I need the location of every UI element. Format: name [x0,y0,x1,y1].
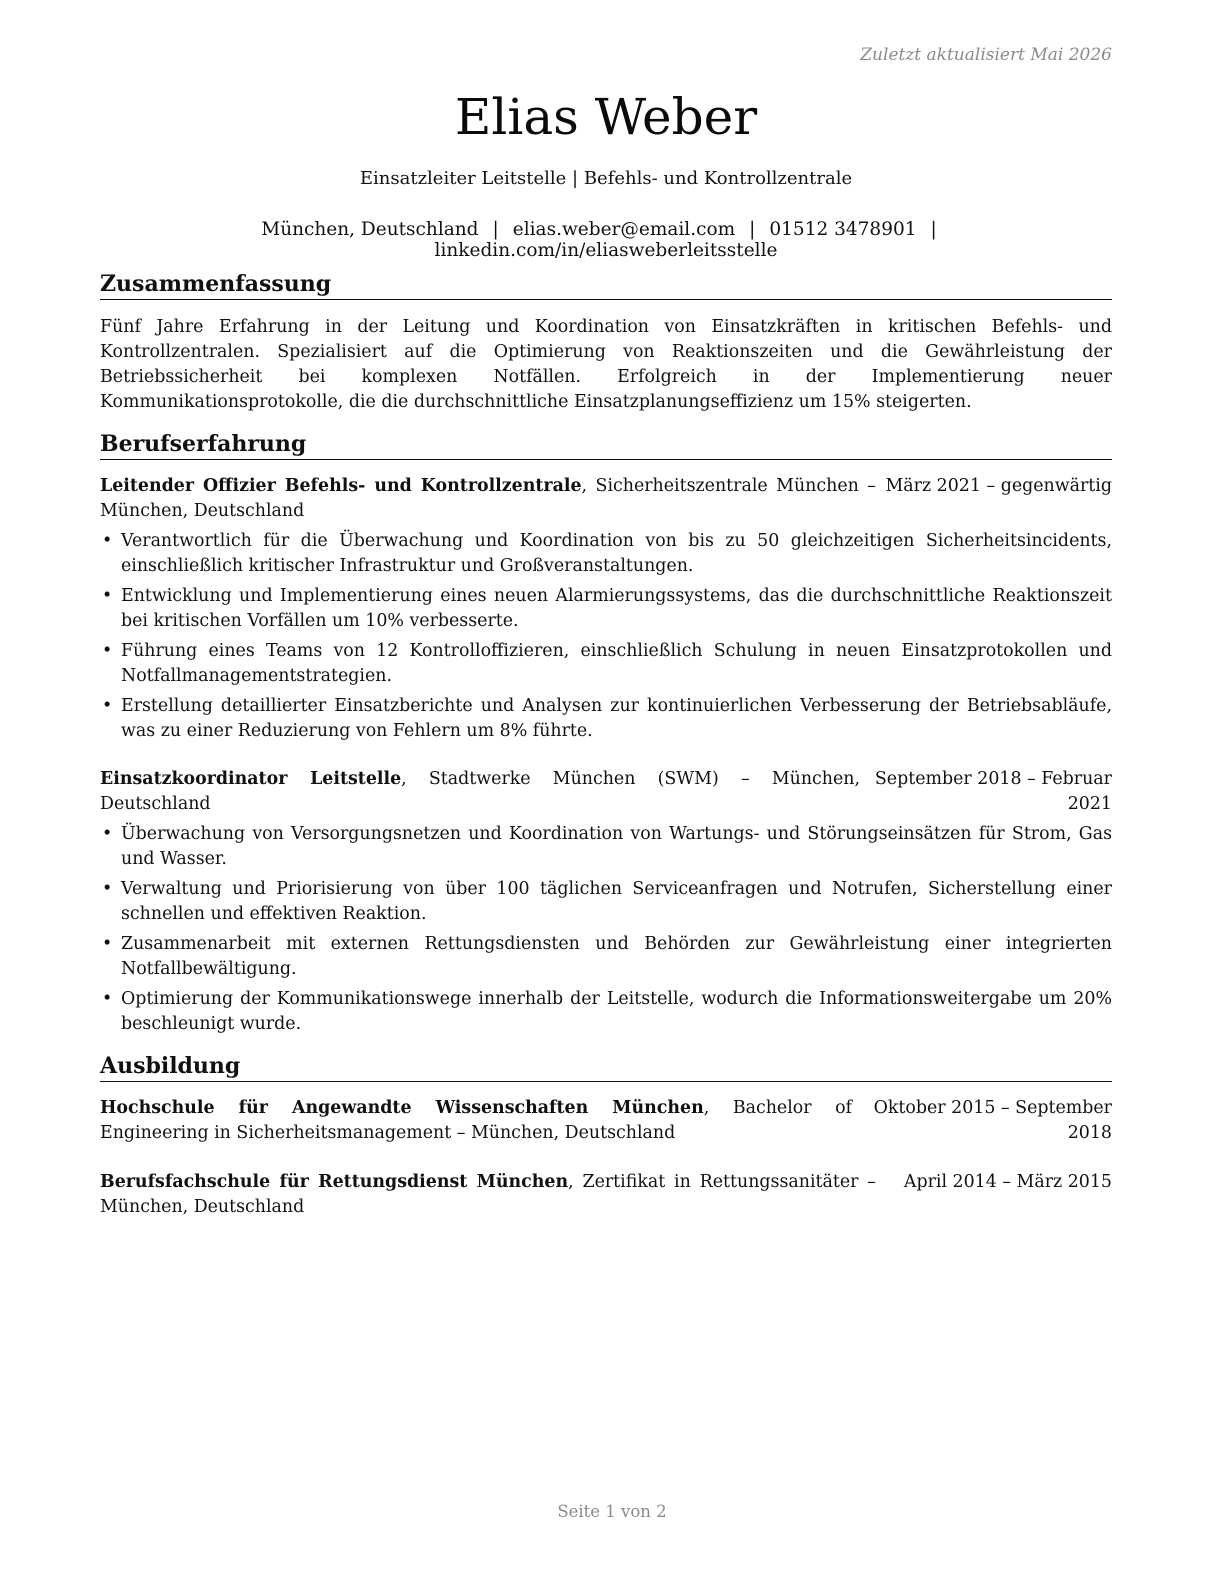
contact-phone[interactable]: 01512 3478901 [769,219,917,240]
list-item: • Optimierung der Kommunikationswege innerhalb der Leitstelle, wodurch die Informationsweitergabe um 20% beschleunigt wurde. [102,989,1112,1034]
list-item: • Verantwortlich für die Überwachung und Koordination von bis zu 50 gleichzeitigen Sicherheitsincidents, einschließlich kritischer Infrastruktur und Großveranstaltungen. [102,531,1112,576]
list-item: • Erstellung detaillierter Einsatzberichte und Analysen zur kontinuierlichen Verbesserung der Betriebsabläufe, was zu einer Reduzierung von Fehlern um 8% führte. [102,696,1112,741]
list-item: • Zusammenarbeit mit externen Rettungsdiensten und Behörden zur Gewährleistung einer integrierten Notfallbewältigung. [102,934,1112,979]
education-detail: , Bachelor of Engineering in Sicherheitsmanagement – München, Deutschland [100,1098,852,1143]
education-entry [100,1170,1112,1220]
contact-separator: | [492,219,499,240]
job-header [100,767,1112,817]
job-header [100,474,1112,524]
contact-linkedin[interactable]: linkedin.com/in/eliasweberleitsstelle [434,240,778,261]
list-item: • Führung eines Teams von 12 Kontrolloffizieren, einschließlich Schulung in neuen Einsatzprotokollen und Notfallmanagementstrategien. [102,641,1112,686]
job-dates: September 2018 – Februar 2021 [874,769,1112,814]
job-bullets [100,529,1112,749]
contact-line [100,219,1112,261]
list-item: • Entwicklung und Implementierung eines neuen Alarmierungssystems, das die durchschnittliche Reaktionszeit bei kritischen Vorfällen um 10% verbesserte. [102,586,1112,631]
education-school: Berufsfachschule für Rettungsdienst München [100,1172,569,1192]
summary-text: Fünf Jahre Erfahrung in der Leitung und Koordination von Einsatzkräften in kritischen Befehls- und Kontrollzentralen. Spezialisiert auf die Optimierung von Reaktionszeiten und die Gewährleistung der Betriebssicherheit bei komplexen Notfällen. Erfolgreich in der Implementierung neuer Kommunikationsprotokolle, die die durchschnittliche Einsatzplanungseffizienz um 15% steigerten. [100,317,1112,412]
contact-location: München, Deutschland [261,219,479,240]
job-org: , Stadtwerke München (SWM) – München, Deutschland [100,769,860,814]
contact-email[interactable]: elias.weber@email.com [512,219,736,240]
page-number: Seite 1 von 2 [557,1502,667,1521]
list-item: • Verwaltung und Priorisierung von über 100 täglichen Serviceanfragen und Notrufen, Sicherstellung einer schnellen und effektiven Reaktion. [102,879,1112,924]
job-role: Leitender Offizier Befehls- und Kontrollzentrale [100,476,582,496]
last-updated: Zuletzt aktualisiert Mai 2026 [860,45,1112,65]
job-role: Einsatzkoordinator Leitstelle [100,769,402,789]
education-school: Hochschule für Angewandte Wissenschaften München [100,1098,704,1118]
person-name: Elias Weber [454,88,758,146]
section-title-summary: Zusammenfassung [100,270,1112,300]
education-detail: , Zertifikat in Rettungssanitäter – München, Deutschland [100,1172,876,1217]
contact-separator: | [930,219,937,240]
education-dates: April 2014 – März 2015 [903,1172,1112,1192]
contact-separator: | [749,219,756,240]
education-entry [100,1096,1112,1146]
list-item: • Überwachung von Versorgungsnetzen und Koordination von Wartungs- und Störungseinsätzen für Strom, Gas und Wasser. [102,824,1112,869]
job-subtitle: Einsatzleiter Leitstelle | Befehls- und Kontrollzentrale [359,168,853,189]
education-dates: Oktober 2015 – September 2018 [873,1098,1112,1143]
section-title-education: Ausbildung [100,1052,1112,1082]
job-bullets [100,822,1112,1042]
job-org: , Sicherheitszentrale München – München, Deutschland [100,476,876,521]
section-title-experience: Berufserfahrung [100,430,1112,460]
job-dates: März 2021 – gegenwärtig [885,476,1112,496]
